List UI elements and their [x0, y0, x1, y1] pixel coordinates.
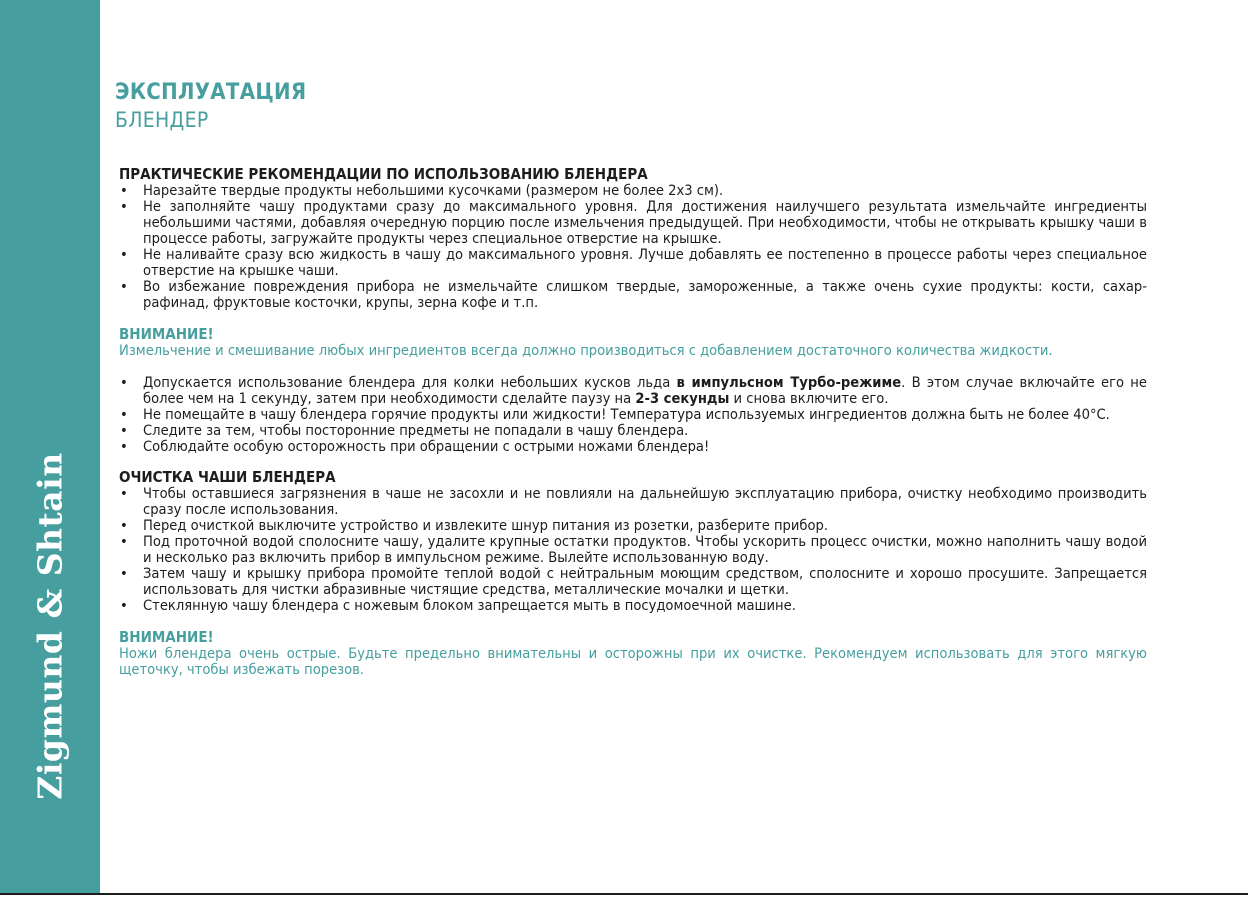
spacer	[119, 359, 1147, 375]
list-item: • Чтобы оставшиеся загрязнения в чаше не засохли и не повлияли на дальнейшую эксплуатацию прибора, очистку необходимо производить сразу после использования.	[119, 486, 1147, 518]
list-item-emphasis: 2-3 секунды	[635, 390, 730, 407]
warning-text: Измельчение и смешивание любых ингредиентов всегда должно производиться с добавлением достаточного количества жидкости.	[119, 342, 1053, 359]
warning-heading: ВНИМАНИЕ!	[119, 325, 214, 343]
list-item: • Нарезайте твердые продукты небольшими кусочками (размером не более 2х3 см).	[119, 183, 1147, 199]
recommendations-list	[119, 183, 1147, 311]
warning-text: Ножи блендера очень острые. Будьте предельно внимательны и осторожны при их очистке. Рекомендуем использовать для этого мягкую щеточку, чтобы избежать порезов.	[119, 645, 1147, 678]
list-item-emphasis: в импульсном Турбо-режиме	[676, 374, 902, 391]
list-item: • Стеклянную чашу блендера с ножевым блоком запрещается мыть в посудомоечной машине.	[119, 598, 1147, 614]
list-item: • Соблюдайте особую осторожность при обращении с острыми ножами блендера!	[119, 439, 1147, 455]
cleaning-list	[119, 486, 1147, 614]
list-item: • Во избежание повреждения прибора не измельчайте слишком твердые, замороженные, а также очень сухие продукты: кости, сахар-рафинад, фруктовые косточки, крупы, зерна кофе и т.п.	[119, 279, 1147, 311]
manual-content	[119, 166, 1147, 678]
list-item: • Не заполняйте чашу продуктами сразу до максимального уровня. Для достижения наилучшего результата измельчайте ингредиенты небольшими частями, добавляя очередную порцию после измельчения предыдущей. При необходимости, чтобы не открывать крышку чаши в процессе работы, загружайте продукты через специальное отверстие на крышке.	[119, 199, 1147, 247]
spacer	[119, 455, 1147, 469]
list-item: • Не наливайте сразу всю жидкость в чашу до максимального уровня. Лучше добавлять ее постепенно в процессе работы через специальное отверстие на крышке чаши.	[119, 247, 1147, 279]
brand-logo: Zigmund & Shtain	[30, 452, 70, 800]
list-item: • Затем чашу и крышку прибора промойте теплой водой с нейтральным моющим средством, сполосните и хорошо просушите. Запрещается использовать для чистки абразивные чистящие средства, металлические мочалки и щетки.	[119, 566, 1147, 598]
list-item-text: Допускается использование блендера для колки небольших кусков льда	[143, 374, 677, 391]
brand-sidebar	[0, 0, 100, 893]
section-heading-cleaning: ОЧИСТКА ЧАШИ БЛЕНДЕРА	[119, 468, 336, 486]
page-title-main: ЭКСПЛУАТАЦИЯ	[115, 80, 307, 105]
list-item	[119, 375, 1147, 407]
warning-heading: ВНИМАНИЕ!	[119, 628, 214, 646]
list-item-text: . В этом случае включайте его не более чем на 1 секунду, затем при необходимости сделайте паузу на	[143, 374, 1147, 407]
page-title	[115, 80, 306, 133]
page-title-sub: БЛЕНДЕР	[115, 108, 209, 132]
section-heading-recommendations: ПРАКТИЧЕСКИЕ РЕКОМЕНДАЦИИ ПО ИСПОЛЬЗОВАНИЮ БЛЕНДЕРА	[119, 165, 648, 183]
page-bottom-rule	[0, 893, 1248, 895]
list-item: • Не помещайте в чашу блендера горячие продукты или жидкости! Температура используемых ингредиентов должна быть не более 40°С.	[119, 407, 1147, 423]
list-item: • Следите за тем, чтобы посторонние предметы не попадали в чашу блендера.	[119, 423, 1147, 439]
list-item: • Перед очисткой выключите устройство и извлеките шнур питания из розетки, разберите прибор.	[119, 518, 1147, 534]
usage-list	[119, 375, 1147, 455]
list-item: • Под проточной водой сполосните чашу, удалите крупные остатки продуктов. Чтобы ускорить процесс очистки, можно наполнить чашу водой и несколько раз включить прибор в импульсном режиме. Вылейте использованную воду.	[119, 534, 1147, 566]
list-item-text: и снова включите его.	[729, 390, 889, 407]
